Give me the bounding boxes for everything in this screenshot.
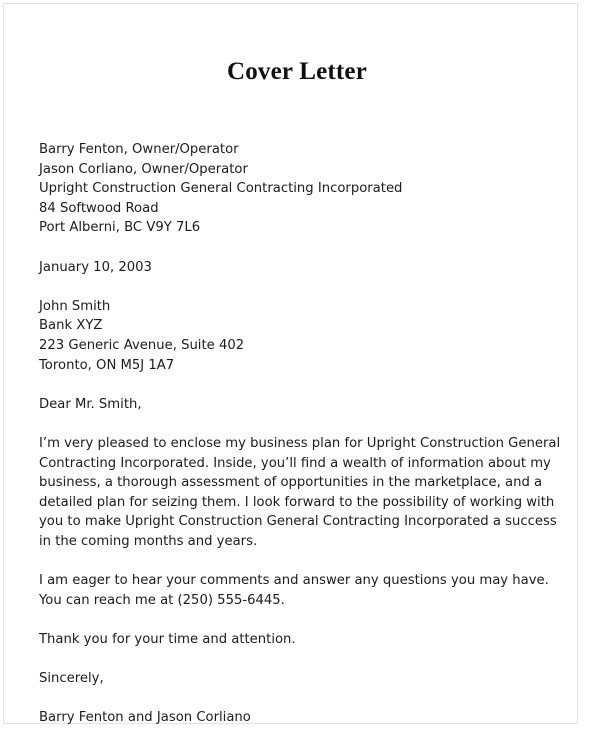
recipient-address-block	[39, 297, 567, 375]
sender-line: Upright Construction General Contracting Incorporated	[39, 181, 403, 197]
sender-line: Jason Corliano, Owner/Operator	[39, 161, 248, 177]
page-title: Cover Letter	[226, 58, 368, 85]
signature	[39, 708, 567, 728]
body-paragraph-1: I’m very pleased to enclose my business plan for Upright Construction General Contracting Incorporated. Inside, you’ll find a wealth of information about my business, a thorough assessment of opportunities in the marketplace, and a detailed plan for seizing them. I look forward to the possibility of working with you to make Upright Construction General Contracting Incorporated a success in the coming months and years.	[39, 435, 561, 549]
signature-line: Barry Fenton and Jason Corliano	[39, 710, 251, 726]
salutation	[39, 395, 567, 415]
recipient-line: 223 Generic Avenue, Suite 402	[39, 337, 245, 353]
body-paragraph-2: I am eager to hear your comments and answer any questions you may have. You can reach me at (250) 555-6445.	[39, 573, 549, 608]
sender-address-block	[39, 140, 567, 238]
closing	[39, 669, 567, 689]
sender-line: Barry Fenton, Owner/Operator	[39, 142, 239, 157]
letter-content	[39, 0, 567, 728]
salutation-line: Dear Mr. Smith,	[39, 396, 142, 412]
recipient-line: Bank XYZ	[39, 318, 103, 334]
date-line: January 10, 2003	[39, 259, 152, 275]
recipient-line: John Smith	[39, 298, 111, 314]
closing-line: Sincerely,	[39, 671, 104, 687]
body-paragraph-3: Thank you for your time and attention.	[39, 631, 296, 647]
sender-line: 84 Softwood Road	[39, 200, 159, 216]
letter-date	[39, 258, 567, 278]
sender-line: Port Alberni, BC V9Y 7L6	[39, 220, 201, 236]
recipient-line: Toronto, ON M5J 1A7	[39, 357, 175, 373]
